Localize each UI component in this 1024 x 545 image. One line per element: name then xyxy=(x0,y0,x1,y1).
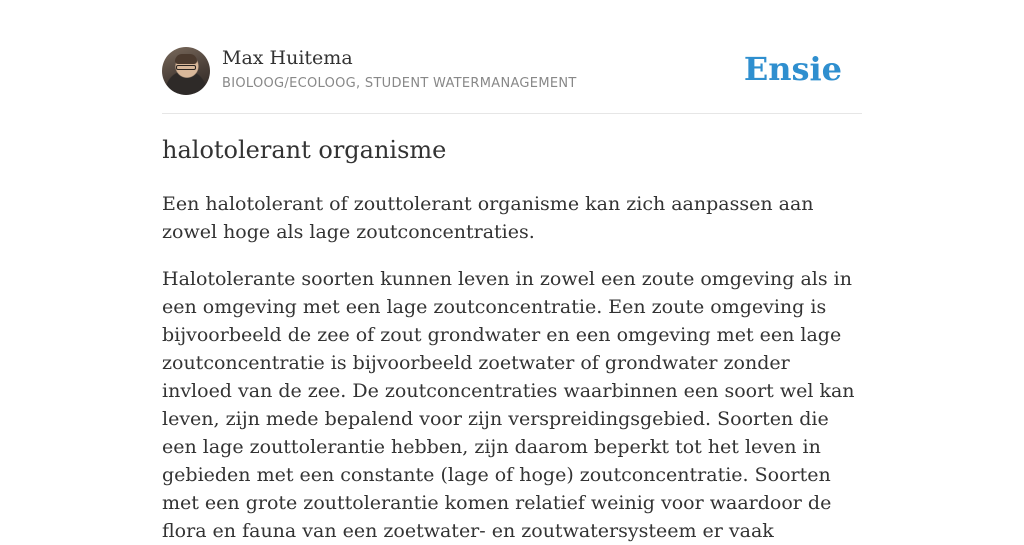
article-title: halotolerant organisme xyxy=(162,136,447,164)
header-divider xyxy=(162,113,862,114)
avatar-hair xyxy=(175,54,197,64)
ensie-logo[interactable]: Ensie xyxy=(743,50,842,88)
avatar-glasses xyxy=(176,65,196,70)
article-paragraph-body: Halotolerante soorten kunnen leven in zowel een zoute omgeving als in een omgeving met een lage zoutconcentratie. Een zoute omgeving is bijvoorbeeld de zee of zout grondwater en een omgeving met een lage zoutconcentratie is bijvoorbeeld zoetwater of grondwater zonder invloed van de zee. De zoutconcentraties waarbinnen een soort wel kan leven, zijn mede bepalend voor zijn verspreidingsgebied. Soorten die een lage zouttolerantie hebben, zijn daarom beperkt tot het leven in gebieden met een constante (lage of hoge) zoutconcentratie. Soorten met een grote zouttolerantie komen relatief weinig voor waardoor de flora en fauna van een zoetwater- en zoutwatersysteem er vaak xyxy=(162,268,855,542)
article-paragraph-intro: Een halotolerant of zouttolerant organisme kan zich aanpassen aan zowel hoge als lage zoutconcentraties. xyxy=(162,193,814,243)
author-avatar[interactable] xyxy=(162,47,210,95)
author-header xyxy=(162,46,862,96)
author-name[interactable]: Max Huitema xyxy=(222,47,353,69)
author-role: BIOLOOG/ECOLOOG, STUDENT WATERMANAGEMENT xyxy=(222,76,577,91)
